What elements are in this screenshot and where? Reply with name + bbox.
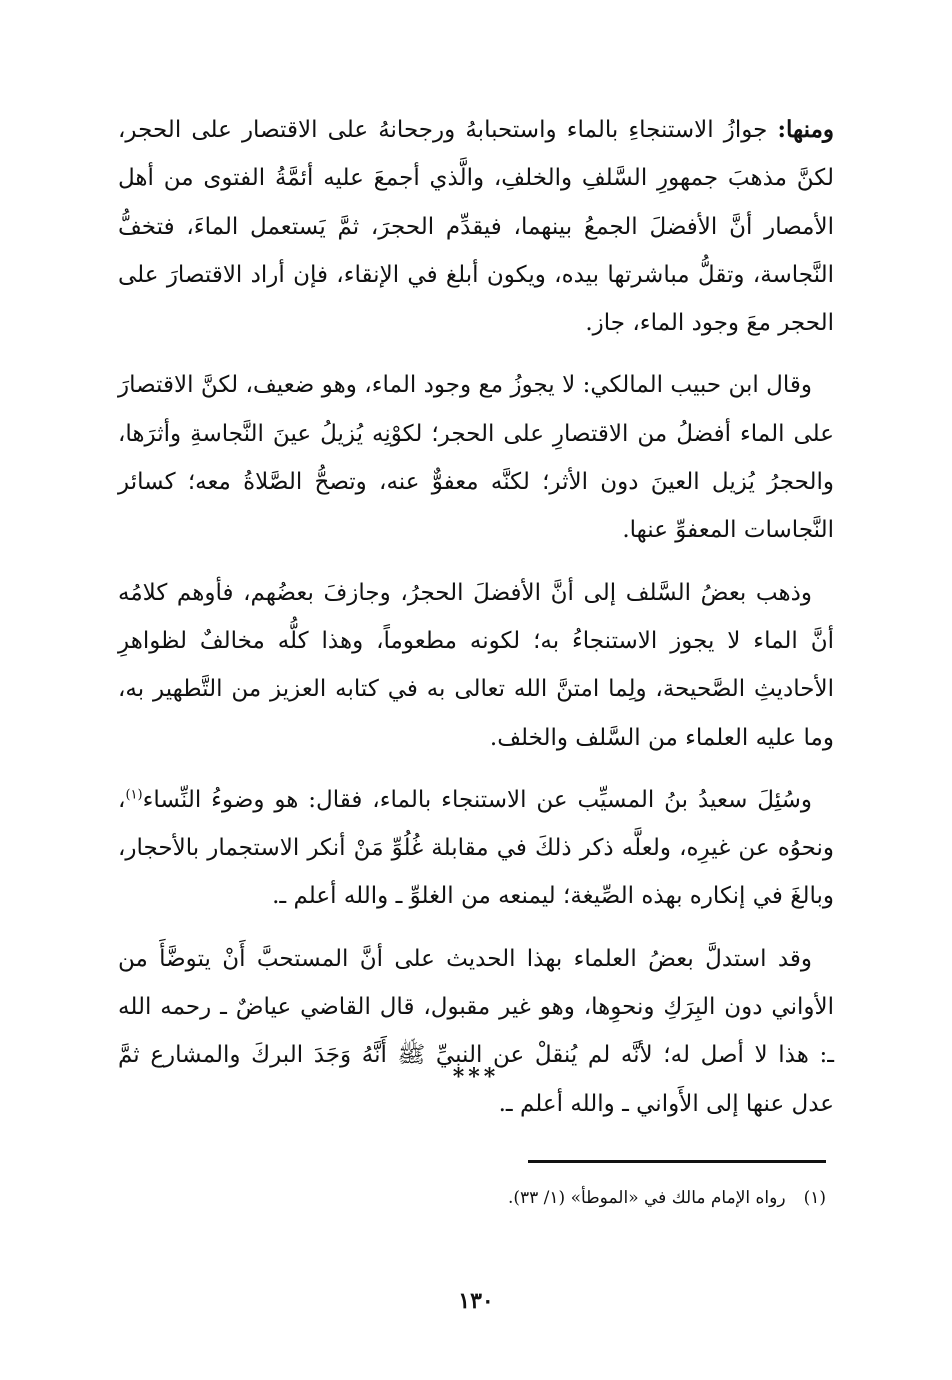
- footnote-text: رواه الإمام مالك في «الموطأ» (١/ ٣٣).: [507, 1188, 786, 1208]
- footnote-divider: [528, 1160, 826, 1163]
- paragraph-text: وسُئِلَ سعيدُ بنُ المسيِّب عن الاستنجاء بالماء، فقال: هو وضوءُ النِّساء: [142, 786, 812, 813]
- footnote-number: (١): [803, 1188, 826, 1208]
- paragraph-1: [118, 106, 834, 347]
- paragraph-text: جوازُ الاستنجاءِ بالماء واستحبابهُ ورجحانهُ على الاقتصار على الحجر، لكنَّ مذهبَ جمهورِ السَّلفِ والخلفِ، والَّذي أجمعَ عليه أئمَّةُ الفتوى من أهل الأمصار أنَّ الأفضلَ الجمعُ بينهما، فيقدِّم الحجرَ، ثمَّ يَستعمل الماءَ، فتخفُّ النَّجاسة، وتقلُّ مباشرتها بيده، ويكون أبلغ في الإنقاء، فإن أراد الاقتصارَ على الحجر معَ وجود الماء، جاز.: [118, 117, 834, 337]
- main-text-block: [118, 106, 834, 1142]
- section-separator: ***: [452, 1064, 500, 1090]
- footnote-marker[interactable]: (١): [125, 787, 143, 803]
- paragraph-4: [118, 776, 834, 921]
- paragraph-lead: ومنها:: [777, 116, 834, 143]
- paragraph-3: وذهب بعضُ السَّلف إلى أنَّ الأفضلَ الحجرُ، وجازفَ بعضُهم، فأوهم كلامُه أنَّ الماء لا يجوز الاستنجاءُ به؛ لكونه مطعوماً، وهذا كلُّه مخالفٌ لظواهرِ الأحاديثِ الصَّحيحة، ولِما امتنَّ الله تعالى به في كتابه العزيز من التَّطهير به، وما عليه العلماء من السَّلف والخلف.: [118, 579, 834, 751]
- paragraph-2: وقال ابن حبيب المالكي: لا يجوزُ مع وجود الماء، وهو ضعيف، لكنَّ الاقتصارَ على الماء أفضلُ من الاقتصارِ على الحجر؛ لكوْنِه يُزيلُ عينَ النَّجاسةِ وأثرَها، والحجرُ يُزيل العينَ دون الأثر؛ لكنَّه معفوٌّ عنه، وتصحُّ الصَّلاةُ معه؛ كسائر النَّجاسات المعفوِّ عنها.: [118, 372, 834, 544]
- footnote: [300, 1184, 826, 1212]
- paragraph-5: وقد استدلَّ بعضُ العلماء بهذا الحديث على أنَّ المستحبَّ أَنْ يتوضَّأَ من الأواني دون البِرَكِ ونحوِها، وهو غير مقبول، قال القاضي عياضٌ ـ رحمه الله ـ: هذا لا أصل له؛ لأنَّه لم يُنقلْ عن النبيِّ ﷺ أَنَّهُ وَجَدَ البركَ والمشارع ثمَّ عدل عنها إلى الأَواني ـ والله أعلم ـ.: [118, 945, 834, 1117]
- paragraph-text: ، ونحوُه عن غيرِه، ولعلَّه ذكر ذلكَ في مقابلة غُلُوِّ مَنْ أنكر الاستجمار بالأحجار، وبالغَ في إنكاره بهذه الصِّيغة؛ ليمنعه من الغلوِّ ـ والله أعلم ـ.: [118, 786, 834, 910]
- page-number: ١٣٠: [458, 1288, 494, 1314]
